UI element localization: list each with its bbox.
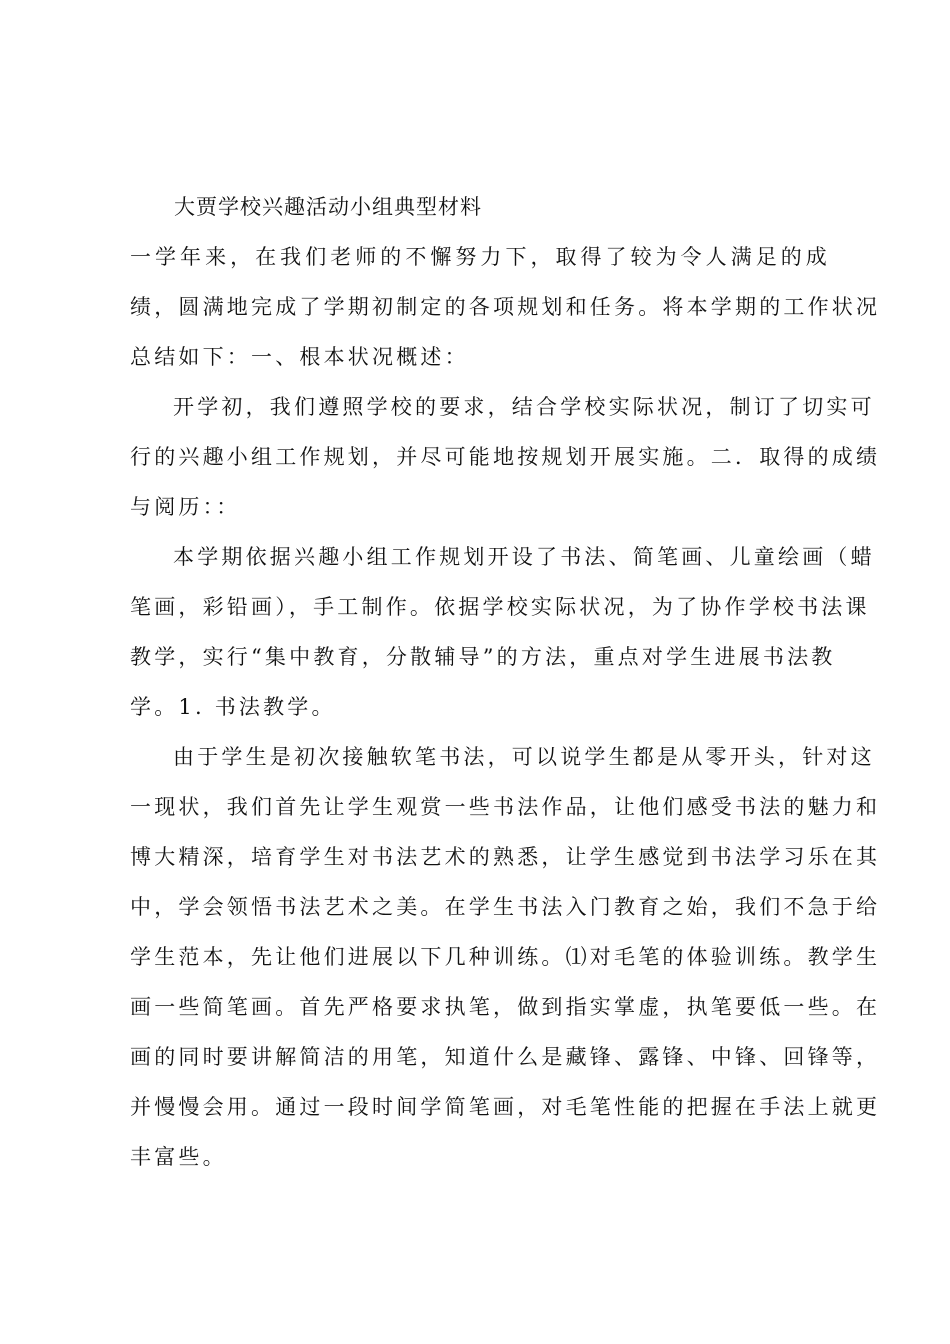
paragraph-4-line-1: 由于学生是初次接触软笔书法，可以说学生都是从零开头，针对这 bbox=[173, 745, 875, 769]
paragraph-1-line-1: 一学年来，在我们老师的不懈努力下，取得了较为令人满足的成 bbox=[130, 245, 830, 269]
document-body bbox=[130, 232, 881, 1182]
paragraph-2-line-2: 行的兴趣小组工作规划，并尽可能地按规划开展实施。二．取得的成绩 bbox=[130, 445, 881, 469]
paragraph-4-line-9: 丰富些。 bbox=[130, 1145, 227, 1169]
paragraph-1-line-3: 总结如下：一、根本状况概述： bbox=[130, 345, 469, 369]
paragraph-4-line-2: 一现状，我们首先让学生观赏一些书法作品，让他们感受书法的魅力和 bbox=[130, 795, 881, 819]
paragraph-3-line-1: 本学期依据兴趣小组工作规划开设了书法、简笔画、儿童绘画（蜡 bbox=[173, 545, 875, 569]
paragraph-1-line-2: 绩，圆满地完成了学期初制定的各项规划和任务。将本学期的工作状况 bbox=[130, 295, 881, 319]
paragraph-4-line-3: 博大精深，培育学生对书法艺术的熟悉，让学生感觉到书法学习乐在其 bbox=[130, 845, 881, 869]
paragraph-3-line-4: 学。1. 书法教学。 bbox=[130, 695, 336, 719]
document-title: 大贾学校兴趣活动小组典型材料 bbox=[174, 195, 482, 219]
paragraph-3-line-3: 教学，实行“集中教育，分散辅导”的方法，重点对学生进展书法教 bbox=[130, 645, 836, 669]
paragraph-4-line-5: 学生范本，先让他们进展以下几种训练。⑴对毛笔的体验训练。教学生 bbox=[130, 945, 881, 969]
paragraph-4-line-8: 并慢慢会用。通过一段时间学简笔画，对毛笔性能的把握在手法上就更 bbox=[130, 1095, 881, 1119]
paragraph-4-line-4: 中，学会领悟书法艺术之美。在学生书法入门教育之始，我们不急于给 bbox=[130, 895, 881, 919]
paragraph-3-line-2: 笔画，彩铅画），手工制作。依据学校实际状况，为了协作学校书法课 bbox=[130, 595, 870, 619]
paragraph-2-line-1: 开学初，我们遵照学校的要求，结合学校实际状况，制订了切实可 bbox=[173, 395, 875, 419]
paragraph-2-line-3: 与阅历：： bbox=[130, 495, 241, 519]
paragraph-4-line-7: 画的同时要讲解简洁的用笔，知道什么是藏锋、露锋、中锋、回锋等， bbox=[130, 1045, 881, 1069]
paragraph-4-line-6: 画一些简笔画。首先严格要求执笔，做到指实掌虚，执笔要低一些。在 bbox=[130, 995, 881, 1019]
